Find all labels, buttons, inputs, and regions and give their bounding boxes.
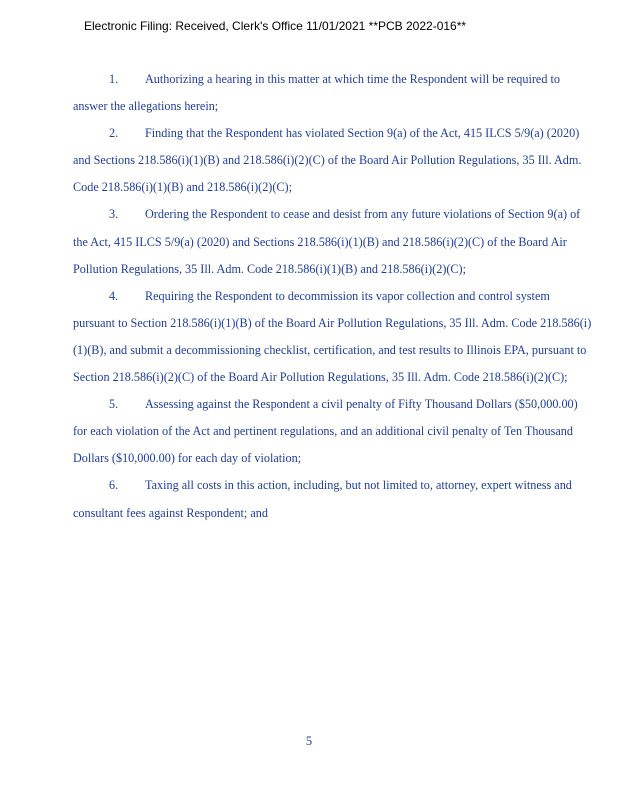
relief-paragraph-5 (73, 391, 593, 472)
paragraph-text: Finding that the Respondent has violated Section 9(a) of the Act, 415 ILCS 5/9(a) (2020) and Sections 218.586(i)(1)(B) and 218.586(i)(2)(C) of the Board Air Pollution Regulations, 35 Ill. Adm. Code 218.586(i)(1)(B) and 218.586(i)(2)(C); (73, 126, 582, 195)
relief-paragraph-4 (73, 283, 593, 391)
paragraph-number: 5. (109, 397, 119, 412)
paragraph-number: 6. (109, 478, 119, 493)
relief-paragraph-2 (73, 120, 593, 201)
page-number: 5 (305, 734, 313, 748)
relief-paragraph-3 (73, 201, 593, 282)
paragraph-text: Requiring the Respondent to decommission its vapor collection and control system pursuant to Section 218.586(i)(1)(B) of the Board Air Pollution Regulations, 35 Ill. Adm. Code 218.586(i)(1)(B), and submit a decommissioning checklist, certification, and test results to Illinois EPA, pursuant to Section 218.586(i)(2)(C) of the Board Air Pollution Regulations, 35 Ill. Adm. Code 218.586(i)(2)(C); (73, 288, 592, 385)
electronic-filing-stamp: Electronic Filing: Received, Clerk's Office 11/01/2021 **PCB 2022-016** (84, 19, 467, 33)
paragraph-number: 4. (109, 288, 119, 303)
relief-paragraph-1 (73, 66, 593, 120)
paragraph-number: 2. (109, 126, 119, 141)
relief-paragraph-6 (73, 472, 593, 526)
paragraph-number: 3. (109, 207, 119, 222)
prayer-for-relief-list (73, 66, 593, 527)
paragraph-text: Ordering the Respondent to cease and desist from any future violations of Section 9(a) of the Act, 415 ILCS 5/9(a) (2020) and Sections 218.586(i)(1)(B) and 218.586(i)(2)(C) of the Board Air Pollution Regulations, 35 Ill. Adm. Code 218.586(i)(1)(B) and 218.586(i)(2)(C); (73, 207, 581, 276)
paragraph-text: Authorizing a hearing in this matter at which time the Respondent will be required to answer the allegations herein; (73, 72, 560, 114)
paragraph-number: 1. (109, 72, 119, 86)
paragraph-text: Assessing against the Respondent a civil penalty of Fifty Thousand Dollars ($50,000.00) for each violation of the Act and pertinent regulations, and an additional civil penalty of Ten Thousand Dollars ($10,000.00) for each day of violation; (73, 397, 578, 466)
paragraph-text: Taxing all costs in this action, including, but not limited to, attorney, expert witness and consultant fees against Respondent; and (73, 478, 572, 520)
